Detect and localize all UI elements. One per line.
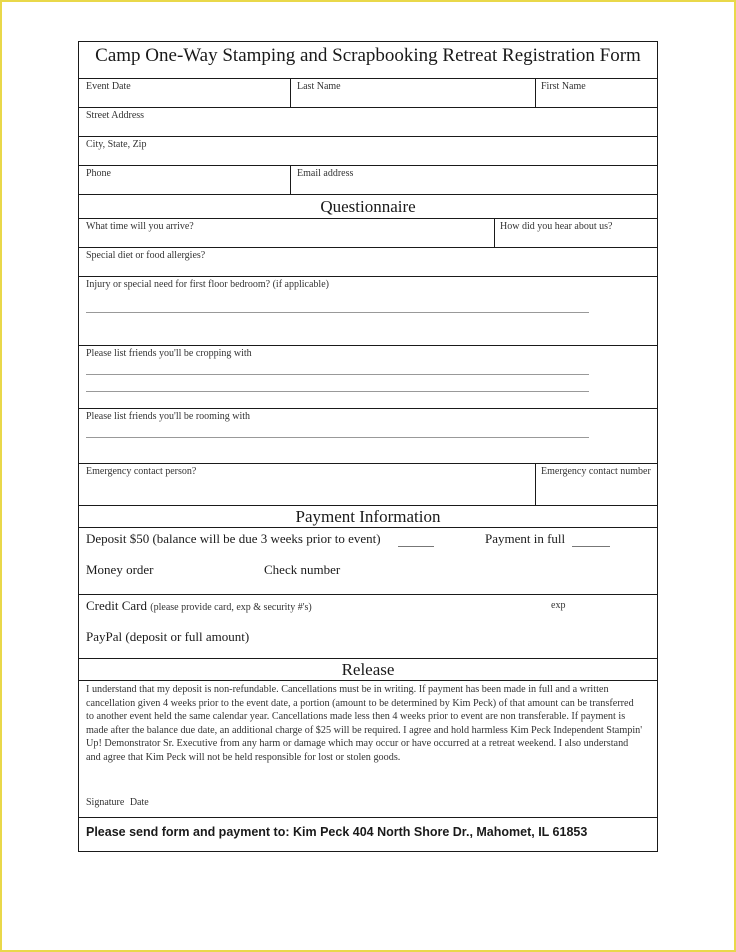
payment-full-blank[interactable] — [572, 546, 610, 547]
first-name-field[interactable]: First Name — [541, 81, 586, 92]
frame-top-border — [0, 0, 736, 2]
answer-line — [86, 437, 589, 438]
arrival-time-field[interactable]: What time will you arrive? — [86, 221, 194, 232]
arrival-row — [79, 218, 657, 247]
emergency-row — [79, 463, 657, 505]
registration-form — [78, 41, 658, 852]
last-name-field[interactable]: Last Name — [297, 81, 341, 92]
frame-left-border — [0, 0, 2, 952]
payment-heading: Payment Information — [295, 507, 441, 526]
questionnaire-heading-row — [79, 194, 657, 218]
column-divider — [290, 79, 291, 107]
release-heading-row — [79, 658, 657, 680]
signature-date-field[interactable] — [86, 797, 149, 809]
form-title: Camp One-Way Stamping and Scrapbooking Retreat Registration Form — [95, 45, 641, 66]
emergency-person-field[interactable]: Emergency contact person? — [86, 466, 197, 477]
contact-row — [79, 165, 657, 194]
email-field[interactable]: Email address — [297, 168, 354, 179]
emergency-number-field[interactable]: Emergency contact number — [541, 466, 651, 477]
credit-card-note: (please provide card, exp & security #'s) — [150, 602, 312, 613]
rooming-row — [79, 408, 657, 463]
phone-field[interactable]: Phone — [86, 168, 111, 179]
column-divider — [290, 166, 291, 194]
card-row — [79, 594, 657, 658]
send-to-row — [79, 817, 657, 853]
injury-row — [79, 276, 657, 345]
deposit-row — [79, 527, 657, 594]
send-to-text: Please send form and payment to: Kim Peck 404 North Shore Dr., Mahomet, IL 61853 — [86, 825, 588, 839]
questionnaire-heading: Questionnaire — [320, 197, 416, 216]
release-text: I understand that my deposit is non-refundable. Cancellations must be in writing. If payment has been made in full and a written cancellation given 4 weeks prior to the event date, a portion (amount to be determined by Kim Peck) of that amount can be transferred to another event held the same calendar year. Cancellations made less then 4 weeks prior to event are non transferable. If payment is made after the balance due date, an additional charge of $25 will be required. I agree and hold harmless Kim Peck Independent Stampin' Up! Demonstrator Sr. Executive from any harm or damage which may occur or have occurred at a retreat weekend. I also understand and agree that Kim Peck will not be held responsible for lost or stolen goods. — [86, 684, 643, 763]
diet-field[interactable]: Special diet or food allergies? — [86, 250, 206, 261]
payment-full-option[interactable] — [485, 531, 610, 547]
credit-card-field[interactable] — [86, 598, 312, 614]
injury-field[interactable]: Injury or special need for first floor bedroom? (if applicable) — [86, 279, 329, 290]
check-number-field[interactable]: Check number — [264, 562, 341, 577]
money-order-option[interactable]: Money order — [86, 562, 154, 577]
payment-full-label: Payment in full — [485, 531, 566, 546]
rooming-friends-field[interactable]: Please list friends you'll be rooming with — [86, 411, 251, 422]
event-date-field[interactable]: Event Date — [86, 81, 131, 92]
name-row — [79, 78, 657, 107]
city-state-zip-field[interactable]: City, State, Zip — [86, 139, 147, 150]
release-body-row — [79, 680, 657, 817]
cropping-row — [79, 345, 657, 408]
street-address-field[interactable]: Street Address — [86, 110, 145, 121]
release-heading: Release — [341, 660, 395, 679]
column-divider — [535, 464, 536, 505]
deposit-option[interactable] — [86, 531, 434, 547]
answer-line — [86, 312, 589, 313]
answer-line — [86, 391, 589, 392]
city-row — [79, 136, 657, 165]
exp-field[interactable]: exp — [551, 600, 566, 611]
title-row — [79, 42, 657, 78]
credit-card-label: Credit Card — [86, 598, 148, 613]
paypal-option[interactable]: PayPal (deposit or full amount) — [86, 629, 250, 644]
answer-line — [86, 374, 589, 375]
street-row — [79, 107, 657, 136]
deposit-blank[interactable] — [398, 546, 434, 547]
payment-heading-row — [79, 505, 657, 527]
heard-about-field[interactable]: How did you hear about us? — [500, 221, 613, 232]
deposit-label: Deposit $50 (balance will be due 3 weeks prior to event) — [86, 531, 381, 546]
date-label: Date — [129, 797, 149, 808]
signature-label: Signature — [86, 797, 125, 808]
cropping-friends-field[interactable]: Please list friends you'll be cropping with — [86, 348, 252, 359]
diet-row — [79, 247, 657, 276]
column-divider — [494, 219, 495, 247]
column-divider — [535, 79, 536, 107]
